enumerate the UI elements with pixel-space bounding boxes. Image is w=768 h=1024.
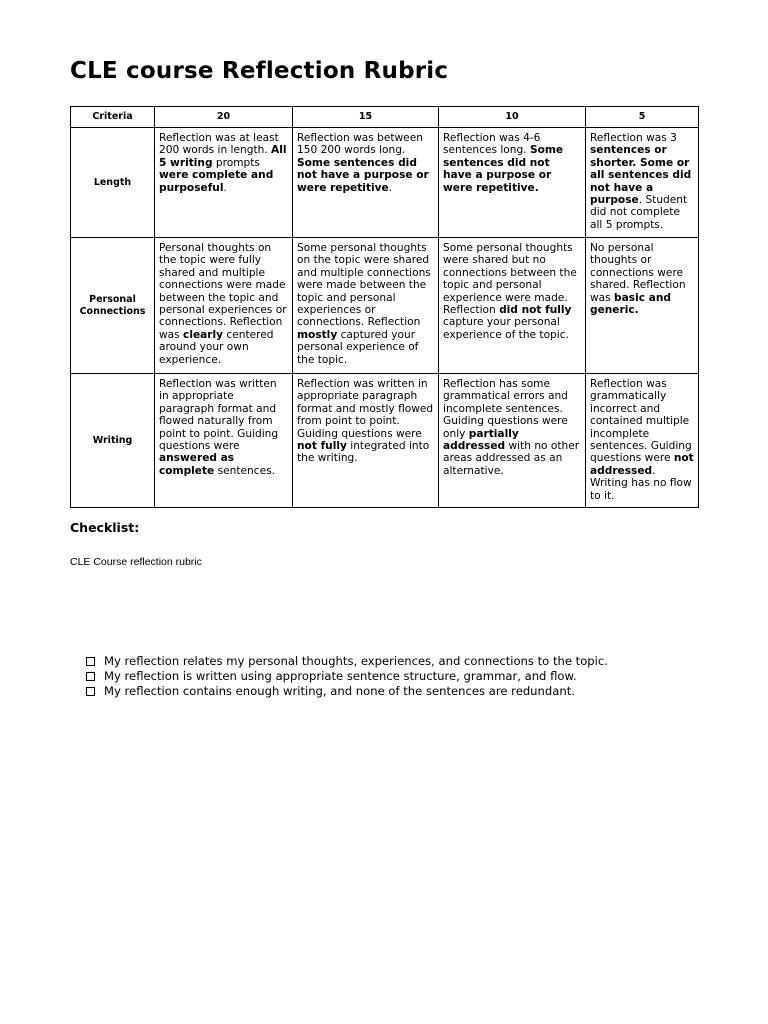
page-title: CLE course Reflection Rubric: [70, 58, 449, 84]
bold-text: partially addressed: [443, 427, 519, 453]
bold-text: Some sentences did not have a purpose or were repetitive: [297, 156, 429, 194]
rubric-cell: [439, 374, 586, 508]
criteria-cell: Personal Connections: [71, 238, 155, 374]
cell-text: Reflection was 3: [590, 132, 677, 144]
cell-text: prompts: [212, 156, 260, 169]
cell-text: Reflection was at least 200 words in length.: [159, 132, 279, 157]
header-criteria: Criteria: [71, 107, 155, 128]
rubric-cell: [155, 128, 293, 238]
cell-text: sentences.: [214, 464, 275, 477]
rubric-table: [70, 106, 699, 508]
cell-text: Reflection was between 150 200 words long.: [297, 132, 423, 157]
cell-text: .: [388, 181, 393, 194]
bold-text: not fully: [297, 440, 347, 453]
cell-text: . Student did not complete all 5 prompts.: [590, 194, 688, 231]
bold-text: were complete and purposeful: [159, 169, 274, 194]
header-score-5: 5: [586, 107, 699, 128]
caption-text: CLE Course reflection rubric: [70, 556, 202, 568]
checklist: [86, 654, 608, 699]
checkbox-icon[interactable]: [86, 672, 95, 681]
bold-text: Some sentences did not have a purpose or were repetitive.: [443, 144, 564, 194]
rubric-cell: [155, 238, 293, 374]
cell-text: integrated into the writing.: [297, 440, 430, 465]
rubric-cell: [439, 128, 586, 238]
cell-text: Reflection was 4-6 sentences long.: [443, 132, 541, 157]
checklist-item-label: My reflection contains enough writing, and none of the sentences are redundant.: [104, 684, 575, 698]
cell-text: centered around your own experience.: [159, 328, 274, 366]
table-row-writing: [71, 374, 699, 508]
bold-text: clearly: [183, 328, 224, 341]
header-score-10: 10: [439, 107, 586, 128]
checkbox-icon[interactable]: [86, 657, 95, 666]
rubric-cell: [293, 238, 439, 374]
cell-text: captured your personal experience of the topic.: [297, 328, 419, 366]
cell-text: Reflection has some grammatical errors and incomplete sentences. Guiding questions were only: [443, 378, 568, 440]
cell-text: Reflection was written in appropriate paragraph format and flowed naturally from point to point. Guiding questions were: [159, 378, 279, 453]
cell-text: Personal thoughts on the topic were fully shared and multiple connections were made between the topic and personal experiences or connections. Reflection was: [159, 242, 287, 341]
checklist-item[interactable]: [86, 654, 608, 669]
table-row-length: [71, 128, 699, 238]
cell-text: No personal thoughts or connections were shared. Reflection was: [590, 242, 686, 304]
header-score-15: 15: [293, 107, 439, 128]
rubric-cell: [293, 374, 439, 508]
rubric-cell: [586, 238, 699, 374]
rubric-cell: [586, 128, 699, 238]
cell-text: Some personal thoughts on the topic were shared and multiple connections were made between the topic and personal experiences or connections. Reflection: [297, 242, 431, 329]
checklist-item-label: My reflection relates my personal thoughts, experiences, and connections to the topic.: [104, 654, 608, 668]
cell-text: .: [223, 181, 227, 194]
bold-text: answered as complete: [159, 452, 235, 477]
header-row: [71, 107, 699, 128]
criteria-cell: Length: [71, 128, 155, 238]
bold-text: not addressed: [590, 452, 694, 477]
checklist-heading: Checklist:: [70, 520, 140, 535]
bold-text: did not fully: [499, 304, 572, 317]
rubric-cell: [586, 374, 699, 508]
cell-text: Reflection was written in appropriate paragraph format and mostly flowed from point to point. Guiding questions were: [297, 378, 434, 440]
checkbox-icon[interactable]: [86, 687, 95, 696]
cell-text: Some personal thoughts were shared but no connections between the topic and personal experience were made. Reflection: [443, 242, 577, 317]
checklist-item[interactable]: [86, 684, 608, 699]
header-score-20: 20: [155, 107, 293, 128]
rubric-cell: [439, 238, 586, 374]
bold-text: mostly: [297, 328, 338, 341]
table-row-personal-connections: [71, 238, 699, 374]
checklist-item-label: My reflection is written using appropriate sentence structure, grammar, and flow.: [104, 669, 577, 683]
bold-text: basic and generic.: [590, 291, 671, 317]
cell-text: with no other areas addressed as an alternative.: [443, 440, 580, 477]
rubric-cell: [293, 128, 439, 238]
bold-text: sentences or shorter. Some or all sentences did not have a purpose: [590, 144, 692, 207]
rubric-cell: [155, 374, 293, 508]
criteria-cell: Writing: [71, 374, 155, 508]
cell-text: . Writing has no flow to it.: [590, 464, 692, 502]
cell-text: Reflection was grammatically incorrect and contained multiple incomplete sentences. Guiding questions were: [590, 378, 692, 465]
checklist-item[interactable]: [86, 669, 608, 684]
cell-text: capture your personal experience of the topic.: [443, 316, 569, 341]
bold-text: All 5 writing: [159, 144, 287, 169]
